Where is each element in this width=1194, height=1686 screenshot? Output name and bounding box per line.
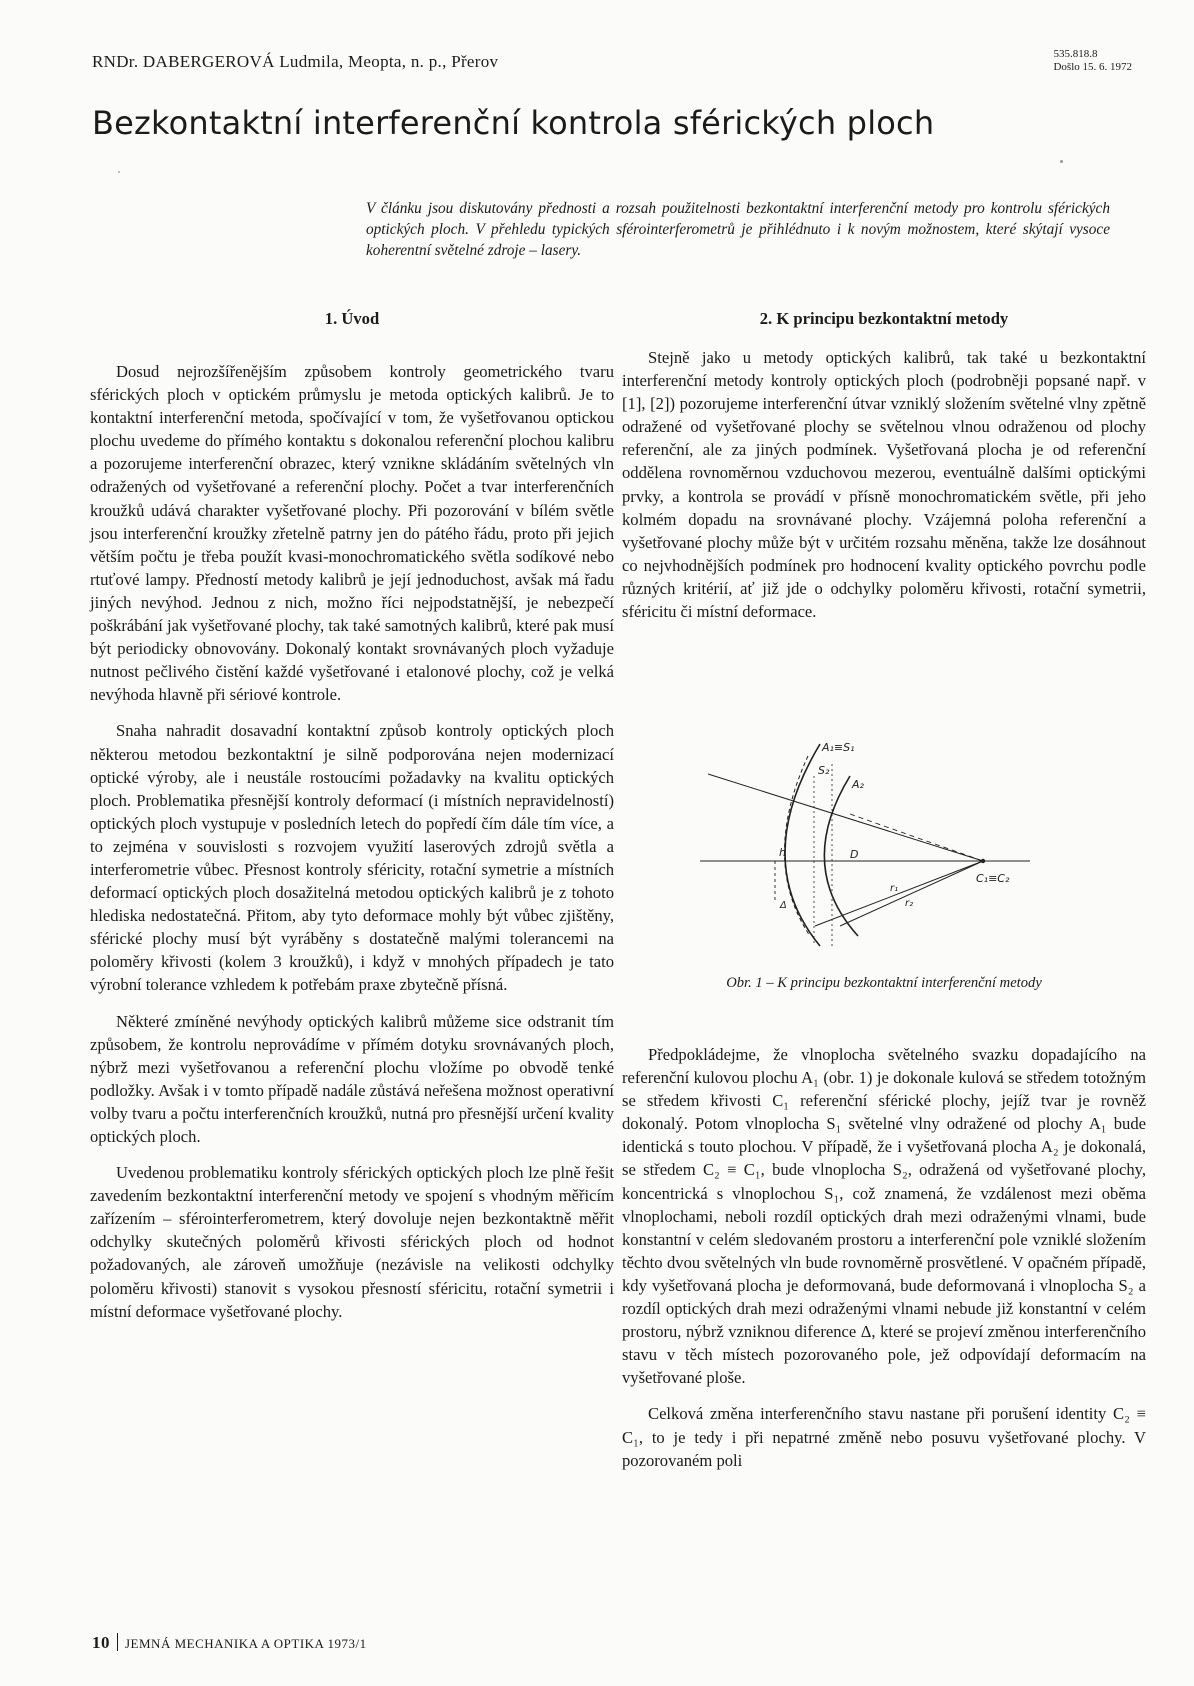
label-a2: A₂ bbox=[852, 778, 864, 791]
paragraph: Celková změna interferenčního stavu nastane při porušení identity C₂ ≡ C₁, to je tedy i při nepatrné změně nebo posuvu vyšetřované plochy. V pozorovaném poli bbox=[622, 1404, 1146, 1470]
header-author: RNDr. DABERGEROVÁ Ludmila, Meopta, n. p., Přerov bbox=[92, 52, 499, 71]
scan-speck bbox=[118, 171, 120, 173]
center-point bbox=[981, 859, 985, 863]
paragraph: Některé zmíněné nevýhody optických kalibrů můžeme sice odstranit tím způsobem, že kontrolu neprovádíme v přímém dotyku srovnávaných ploch, nýbrž mezi vyšetřovanou a referenční plochu vložíme po obvodě tenké podložky. Avšak i v tomto případě nadále zůstává neřešena možnost operativní volby tvaru a počtu interferenčních kroužků, nutná pro přesnější určení kvality optických ploch. bbox=[90, 1011, 614, 1146]
paragraph: Uvedenou problematiku kontroly sférických optických ploch lze plně řešit zavedením bezkontaktní interferenční metody ve spojení s vhodným měřicím zařízením – sférointerferometrem, který dovoluje nejen bezkontaktně měřit odchylky skutečných poloměrů křivosti sférických ploch od hodnot požadovaných, ale zároveň umožňuje (nezávisle na velikosti odchylky poloměru křivosti) stanovit s vysokou přesností sféricitu, rotační symetrii i místní deformace vyšetřované plochy. bbox=[90, 1163, 614, 1321]
paragraph: Stejně jako u metody optických kalibrů, tak také u bezkontaktní interferenční metody kontroly optických ploch (podrobněji popsané např. v [1], [2]) pozorujeme interferenční útvar vzniklý složením světelné vlny zpětně odražené od vyšetřované plochy se světelnou vlnou odraženou od plochy referenční, ale za jiných podmínek. Vyšetřovaná plocha je od referenční oddělena rovnoměrnou vzduchovou mezerou, eventuálně dalšími optickými prvky, a kontrola se provádí v přísně monochromatickém světle, při jeho kolmém dopadu na srovnávané plochy. Vzájemná poloha referenční a vyšetřované plochy může být v určitém rozsahu měněna, takže lze dosáhnout co nejvhodnějších podmínek pro hodnocení kvality optického povrchu podle různých kritérií, ať již jde o odchylky poloměru křivosti, rotační symetrii, sféricitu či místní deformace. bbox=[622, 348, 1146, 622]
scan-speck bbox=[1060, 160, 1063, 163]
section-1-title: 1. Úvod bbox=[324, 309, 380, 328]
page-number: 10 bbox=[92, 1633, 110, 1652]
journal-name: JEMNÁ MECHANIKA A OPTIKA 1973/1 bbox=[125, 1636, 367, 1651]
label-s2: S₂ bbox=[818, 764, 830, 777]
label-delta: Δ bbox=[780, 900, 787, 911]
page-footer bbox=[92, 1633, 367, 1653]
label-r2: r₂ bbox=[905, 898, 914, 909]
paragraph: Snaha nahradit dosavadní kontaktní způsob kontroly optických ploch některou metodou bezkontaktní je silně podporována nejen modernizací optické výroby, ale i neustále rostoucími požadavky na kvalitu optických ploch. Problematika přesnější kontroly deformací (i místních nepravidelností) optických ploch vystupuje v posledních letech do popředí čím dále tím více, a to zejména v souvislosti s rozvojem využití laserových zdrojů světla a interferometrie vůbec. Přesnost kontroly sféricity, rotační symetrie a místních deformací optických ploch dosažitelná metodou optických kalibrů je z tohoto hlediska nedostatečná. Přitom, aby tyto deformace mohly být vůbec zjištěny, sférické plochy musí být vyráběny s dostatečně malými tolerancemi na poloměry křivosti (kolem 3 kroužků), i když v mnohých případech je tato výrobní tolerance vzhledem k potřebám praxe zbytečně přísná. bbox=[90, 721, 614, 995]
reference-surface-a1 bbox=[785, 744, 820, 946]
label-c1-c2: C₁≡C₂ bbox=[976, 872, 1010, 885]
radius-r2 bbox=[840, 861, 983, 926]
article-title: Bezkontaktní interferenční kontrola sférických ploch bbox=[92, 104, 935, 142]
paragraph: Předpokládejme, že vlnoplocha světelného svazku dopadajícího na referenční kulovou plochu A₁ (obr. 1) je dokonale kulová se středem totožným se středem křivosti C₁ referenční sférické plochy, jejíž tvar je rovněž dokonalý. Potom vlnoplocha S₁ světelné vlny odražené od plochy A₁ bude identická s touto plochou. V případě, že i vyšetřovaná plocha A₂ je dokonalá, se středem C₂ ≡ C₁, bude vlnoplocha S₂, odražená od vyšetřované plochy, koncentrická s vlnoplochou S₁, což znamená, že vzdálenost mezi oběma vlnoplochami, neboli rozdíl optických drah mezi odraženými vlnami, bude konstantní v celém sledovaném prostoru a interferenční pole vzniklé složením těchto dvou světelných vln bude rovnoměrně prosvětlené. V opačném případě, kdy vyšetřovaná plocha je deformovaná, bude deformovaná i vlnoplocha S₂ a rozdíl optických drah mezi odraženými vlnami nebude již konstantní v celém prostoru, nýbrž vzniknou diference Δ, které se projeví změnou interferenčního stavu v těch místech pozorovaného pole, jež odpovídají deformacím na vyšetřované ploše. bbox=[622, 1045, 1146, 1388]
abstract: V článku jsou diskutovány přednosti a rozsah použitelnosti bezkontaktní interferenční metody pro kontrolu sférických optických ploch. V přehledu typických sférointerferometrů je přihlédnuto i k novým možnostem, které skýtají vysoce koherentní světelné zdroje – lasery. bbox=[366, 200, 1110, 259]
radius-r1 bbox=[815, 861, 983, 926]
section-2-title: 2. K principu bezkontaktní metody bbox=[759, 309, 1009, 328]
right-column-top bbox=[622, 346, 1146, 636]
incident-ray bbox=[708, 774, 983, 861]
header-classification bbox=[1053, 48, 1132, 74]
label-d: D bbox=[850, 848, 859, 861]
right-column-bottom bbox=[622, 1043, 1146, 1485]
dashed-ray bbox=[850, 814, 983, 861]
footer-divider bbox=[117, 1633, 118, 1651]
label-a1-s1: A₁≡S₁ bbox=[822, 741, 855, 754]
left-column bbox=[90, 360, 614, 1336]
figure-1-diagram bbox=[700, 736, 1080, 956]
udc-code: 535.818.8 bbox=[1053, 48, 1098, 60]
label-r1: r₁ bbox=[890, 883, 899, 894]
paragraph: Dosud nejrozšířenějším způsobem kontroly geometrického tvaru sférických ploch v optickém průmyslu je metoda optických kalibrů. Je to kontaktní interferenční metoda, spočívající v tom, že vyšetřovanou optickou plochu uvedeme do přímého kontaktu s dokonalou referenční plochou kalibru a pozorujeme interferenční obrazec, který vznikne skládáním světelných vln odražených od vyšetřované a referenční plochy. Počet a tvar interferenčních kroužků udává charakter vyšetřované plochy. Při pozorování v bílém světle jsou interferenční kroužky zřetelně patrny jen do pátého řádu, proto při jejich větším počtu je třeba použít kvasi-monochromatického světla sodíkové nebo rtuťové lampy. Předností metody kalibrů je její jednoduchost, avšak má řadu jiných nevýhod. Jednou z nich, možno říci nejpodstatnější, je nebezpečí poškrábání jak vyšetřované plochy, tak také samotných kalibrů, které pak musí být periodicky obnovovány. Dokonalý kontakt srovnávaných ploch vyžaduje nutnost pečlivého čistění každé vyšetřované i etalonové plochy, což je velká nevýhoda hlavně při sériové kontrole. bbox=[90, 362, 614, 705]
received-date: Došlo 15. 6. 1972 bbox=[1053, 61, 1132, 73]
label-h: h bbox=[779, 846, 786, 859]
figure-caption: Obr. 1 – K principu bezkontaktní interferenční metody bbox=[726, 975, 1042, 991]
